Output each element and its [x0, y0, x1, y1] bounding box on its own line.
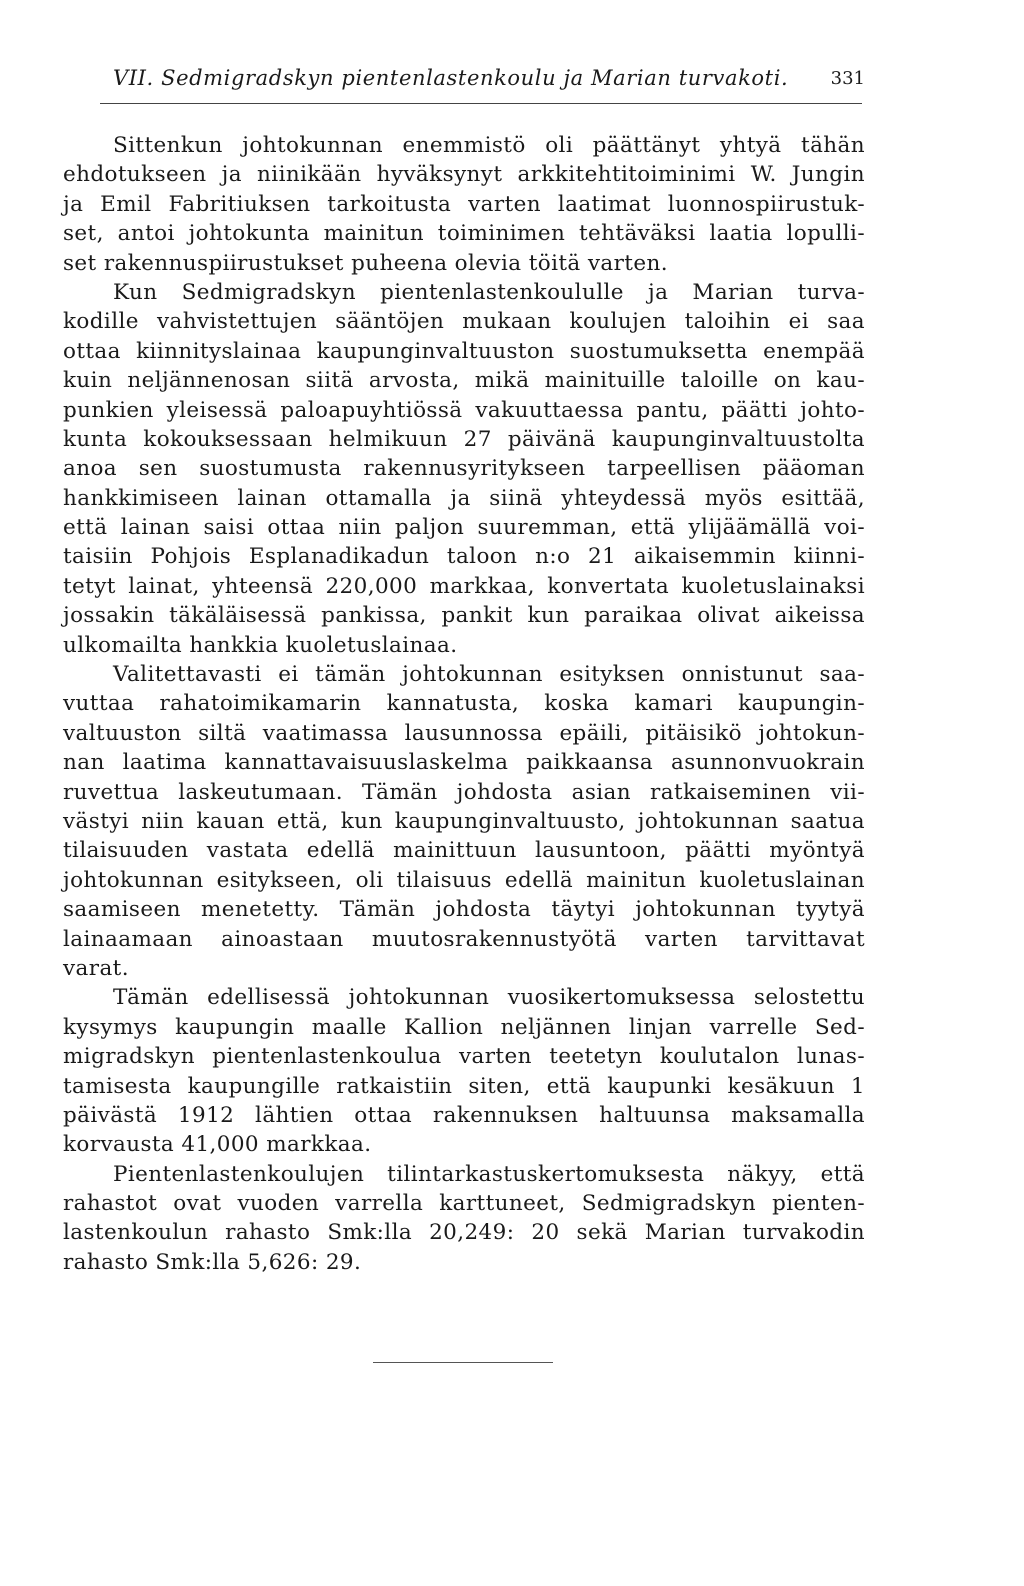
text-line: korvausta 41,000 markkaa.: [63, 1132, 372, 1158]
text-line: että lainan saisi ottaa niin paljon suuremman, että ylijäämällä voi-: [63, 515, 865, 541]
text-line: taisiin Pohjois Esplanadikadun taloon n:o 21 aikaisemmin kiinni-: [63, 544, 865, 570]
text-line: punkien yleisessä paloapuyhtiössä vakuuttaessa pantu, päätti johto-: [63, 397, 865, 423]
text-line: lainaamaan ainoastaan muutosrakennustyötä varten tarvittavat: [63, 926, 865, 952]
text-line: jossakin täkäläisessä pankissa, pankit kun paraikaa olivat aikeissa: [63, 603, 865, 629]
section-end-rule: [373, 1362, 553, 1363]
text-line: västyi niin kauan että, kun kaupunginvaltuusto, johtokunnan saatua: [63, 808, 865, 834]
text-line: Sittenkun johtokunnan enemmistö oli päättänyt yhtyä tähän: [113, 133, 865, 158]
text-line: Kun Sedmigradskyn pientenlastenkoululle ja Marian turva-: [113, 279, 865, 305]
text-line: set rakennuspiirustukset puheena olevia töitä varten.: [63, 250, 668, 276]
running-header-title: VII. Sedmigradskyn pientenlastenkoulu ja Marian turvakoti.: [113, 66, 789, 90]
text-line: Pientenlastenkoulujen tilintarkastuskertomuksesta näkyy, että: [113, 1161, 865, 1187]
text-line: vuttaa rahatoimikamarin kannatusta, koska kamari kaupungin-: [63, 691, 865, 717]
text-line: ulkomailta hankkia kuoletuslainaa.: [63, 632, 458, 658]
text-line: kysymys kaupungin maalle Kallion neljännen linjan varrelle Sed-: [63, 1014, 865, 1040]
text-line: set, antoi johtokunta mainitun toiminimen tehtäväksi laatia lopulli-: [63, 221, 865, 247]
text-line: hankkimiseen lainan ottamalla ja siinä yhteydessä myös esittää,: [63, 485, 865, 511]
text-line: varat.: [63, 955, 129, 981]
text-line: migradskyn pientenlastenkoulua varten teetetyn koulutalon lunas-: [63, 1044, 865, 1070]
text-line: Tämän edellisessä johtokunnan vuosikertomuksessa selostettu: [113, 985, 865, 1011]
text-line: ruvettua laskeutumaan. Tämän johdosta asian ratkaiseminen vii-: [63, 779, 865, 805]
text-line: ja Emil Fabritiuksen tarkoitusta varten laatimat luonnospiirustuk-: [63, 191, 865, 217]
page-number: 331: [830, 68, 865, 89]
header-rule: [100, 103, 862, 104]
text-line: kodille vahvistettujen sääntöjen mukaan koulujen taloihin ei saa: [63, 309, 865, 335]
text-line: anoa sen suostumusta rakennusyritykseen tarpeellisen pääoman: [63, 456, 865, 482]
text-line: valtuuston siltä vaatimassa lausunnossa epäili, pitäisikö johtokun-: [63, 720, 865, 746]
text-line: ottaa kiinnityslainaa kaupunginvaltuuston suostumuksetta enempää: [63, 338, 865, 364]
text-line: tetyt lainat, yhteensä 220,000 markkaa, konvertata kuoletuslainaksi: [63, 573, 865, 599]
text-line: tilaisuuden vastata edellä mainittuun lausuntoon, päätti myöntyä: [63, 838, 865, 864]
text-line: kuin neljännenosan siitä arvosta, mikä mainituille taloille on kau-: [63, 368, 865, 394]
text-line: rahasto Smk:lla 5,626: 29.: [63, 1249, 362, 1275]
text-line: saamiseen menetetty. Tämän johdosta täytyi johtokunnan tyytyä: [63, 897, 865, 923]
text-line: lastenkoulun rahasto Smk:lla 20,249: 20 sekä Marian turvakodin: [63, 1220, 865, 1246]
text-line: kunta kokouksessaan helmikuun 27 päivänä kaupunginvaltuustolta: [63, 426, 865, 452]
text-line: tamisesta kaupungille ratkaistiin siten, että kaupunki kesäkuun 1: [63, 1073, 865, 1099]
running-header: [113, 66, 865, 102]
text-line: Valitettavasti ei tämän johtokunnan esityksen onnistunut saa-: [113, 662, 865, 688]
text-line: ehdotukseen ja niinikään hyväksynyt arkkitehtitoiminimi W. Jungin: [63, 162, 865, 188]
text-line: nan laatima kannattavaisuuslaskelma paikkaansa asunnonvuokrain: [63, 750, 865, 776]
text-line: päivästä 1912 lähtien ottaa rakennuksen haltuunsa maksamalla: [63, 1102, 865, 1128]
text-line: rahastot ovat vuoden varrella karttuneet, Sedmigradskyn pienten-: [63, 1191, 865, 1217]
text-line: johtokunnan esitykseen, oli tilaisuus edellä mainitun kuoletuslainan: [63, 867, 865, 893]
body-text: [63, 131, 865, 1277]
